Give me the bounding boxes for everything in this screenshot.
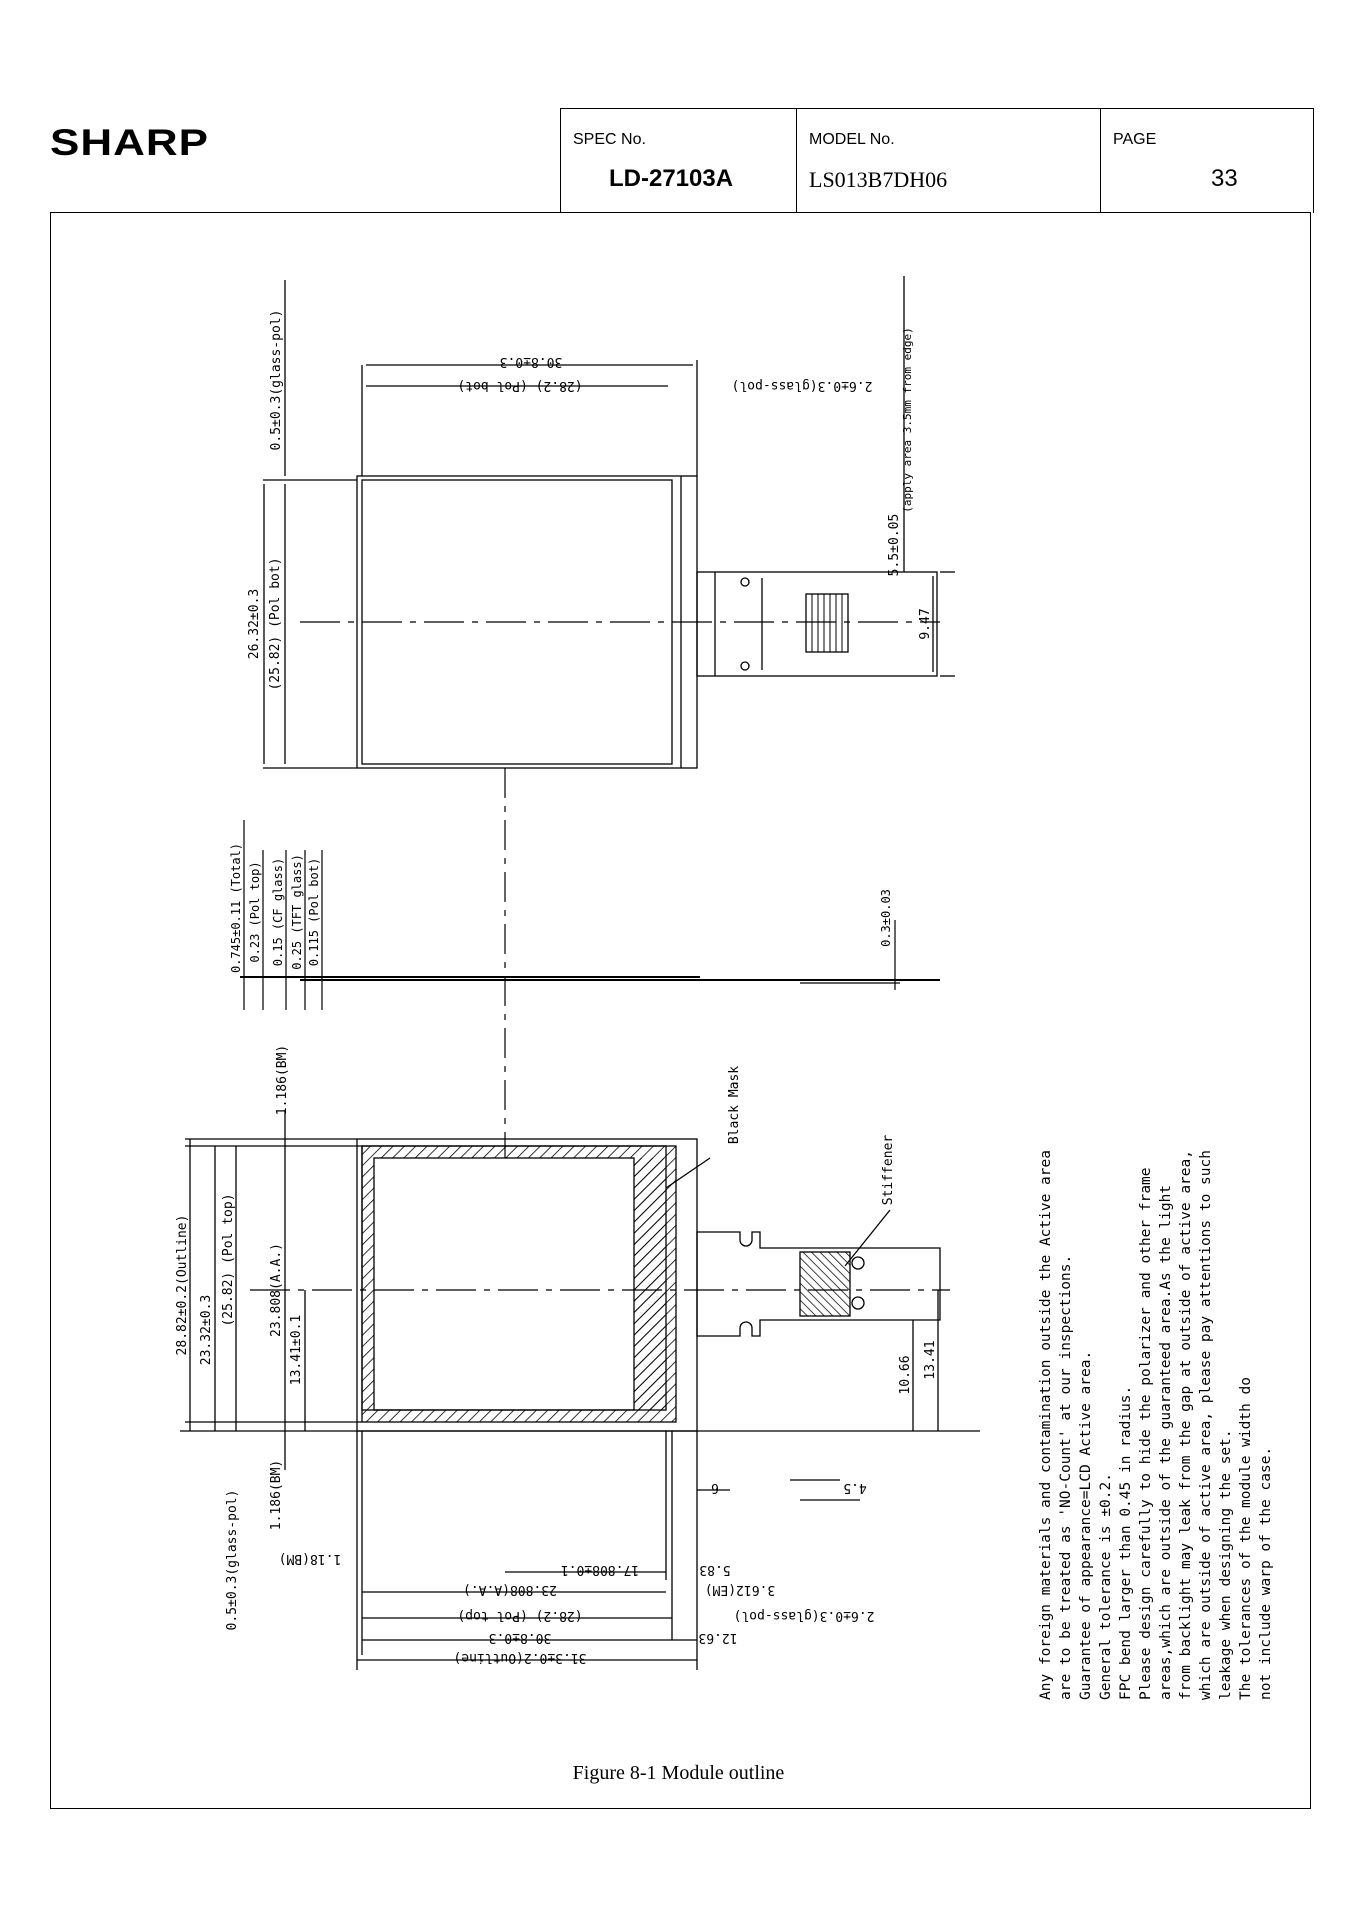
page-number: 33: [1211, 165, 1238, 192]
note-line: FPC bend larger than 0.45 in radius.: [1118, 1385, 1134, 1700]
spec-number-label: SPEC No.: [573, 131, 646, 148]
model-number-value: LS013B7DH06: [809, 167, 948, 192]
dim-aa-center: 17.808±0.1: [560, 1562, 640, 1577]
dim-cf-glass-thickness: 0.15 (CF glass): [271, 857, 285, 967]
dim-pol-bot-thickness: 0.115 (Pol bot): [307, 857, 321, 967]
dim-width-top: 30.8±0.3: [499, 354, 563, 369]
dim-bm-left: 1.18(BM): [278, 1551, 342, 1566]
dim-pol-top-width: (28.2) (Pol top): [457, 1608, 583, 1623]
note-line: leakage when designing the set.: [1218, 1429, 1234, 1700]
sharp-logo: SHARP: [50, 122, 210, 164]
dim-tft-glass-thickness: 0.25 (TFT glass): [290, 854, 304, 970]
dim-pol-bot-height: (25.82) (Pol bot): [268, 557, 283, 691]
stiffener-label: Stiffener: [881, 1134, 896, 1206]
note-line: General tolerance is ±0.2.: [1098, 1473, 1114, 1700]
dim-apply-area: 5.5±0.05: [887, 513, 902, 577]
dim-pol-top-thickness: 0.23 (Pol top): [248, 861, 262, 963]
note-line: from backlight may leak from the gap at outside of active area,: [1178, 1150, 1194, 1700]
dim-glass-pol-top: 0.5±0.3(glass-pol): [269, 309, 284, 451]
note-line: are to be treated as 'NO-Count' at our inspections.: [1058, 1254, 1074, 1700]
note-line: Please design carefully to hide the polarizer and other frame: [1138, 1167, 1154, 1700]
dim-glass-pol-right-front: 2.6±0.3(glass-pol): [733, 1608, 875, 1623]
top-view: [263, 276, 955, 768]
dim-height-top: 26.32±0.3: [247, 588, 262, 660]
dim-fpc-10-66: 10.66: [898, 1355, 913, 1395]
dim-6: 6: [711, 1480, 719, 1495]
model-number-label: MODEL No.: [809, 131, 895, 148]
dim-active-area-width: 23.808(A.A.): [463, 1582, 557, 1597]
dim-bm-top: 1.186(BM): [275, 1044, 290, 1116]
dim-4-5: 4.5: [843, 1480, 867, 1495]
dim-total-thickness: 0.745±0.11 (Total): [229, 842, 243, 974]
note-line: areas,which are outside of the guaranteed area.As the light: [1158, 1184, 1174, 1700]
dim-em: 3.612(EM): [704, 1582, 776, 1597]
dim-active-area-height: 23.808(A.A.): [269, 1243, 284, 1337]
dim-outline-height: 28.82±0.2(Outline): [175, 1214, 190, 1356]
dim-fpc-13-41: 13.41: [923, 1340, 938, 1380]
dim-apply-note: (apply area 3.5mm from edge): [901, 327, 914, 513]
dim-outline-width: 31.3±0.2(Outline): [453, 1650, 587, 1665]
dim-fpc-width: 9.47: [918, 608, 933, 640]
note-line: Any foreign materials and contamination outside the Active area: [1038, 1150, 1054, 1700]
note-line: which are outside of active area, please pay attentions to such: [1198, 1150, 1214, 1700]
dim-glass-pol-left: 0.5±0.3(glass-pol): [225, 1489, 240, 1631]
dim-12-63: 12.63: [698, 1630, 738, 1645]
dim-pol-top-height-2: (25.82) (Pol top): [221, 1193, 236, 1327]
dim-width-front: 30.8±0.3: [488, 1630, 552, 1645]
dim-5-83: 5.83: [699, 1562, 731, 1577]
dim-pol-bot-width: (28.2) (Pol bot): [457, 378, 583, 393]
dim-fpc-thickness: 0.3±0.03: [879, 889, 893, 947]
spec-number-value: LD-27103A: [609, 165, 734, 192]
dim-center-height: 13.41±0.1: [289, 1314, 304, 1386]
black-mask-label: Black Mask: [727, 1065, 742, 1145]
notes-block: [1038, 1150, 1274, 1700]
dim-bm-bottom: 1.186(BM): [269, 1459, 284, 1531]
note-line: Guarantee of appearance=LCD Active area.: [1078, 1350, 1094, 1700]
figure-caption: Figure 8-1 Module outline: [572, 1762, 785, 1784]
side-view: [240, 820, 940, 1010]
note-line: The tolerances of the module width do: [1238, 1376, 1254, 1700]
note-line: not include warp of the case.: [1258, 1446, 1274, 1700]
side-view-labels: [229, 843, 893, 973]
front-view: [180, 1110, 980, 1670]
page-label: PAGE: [1113, 131, 1157, 148]
dim-pol-top-height-1: 23.32±0.3: [199, 1294, 214, 1366]
dim-glass-pol-right: 2.6±0.3(glass-pol): [731, 378, 873, 393]
